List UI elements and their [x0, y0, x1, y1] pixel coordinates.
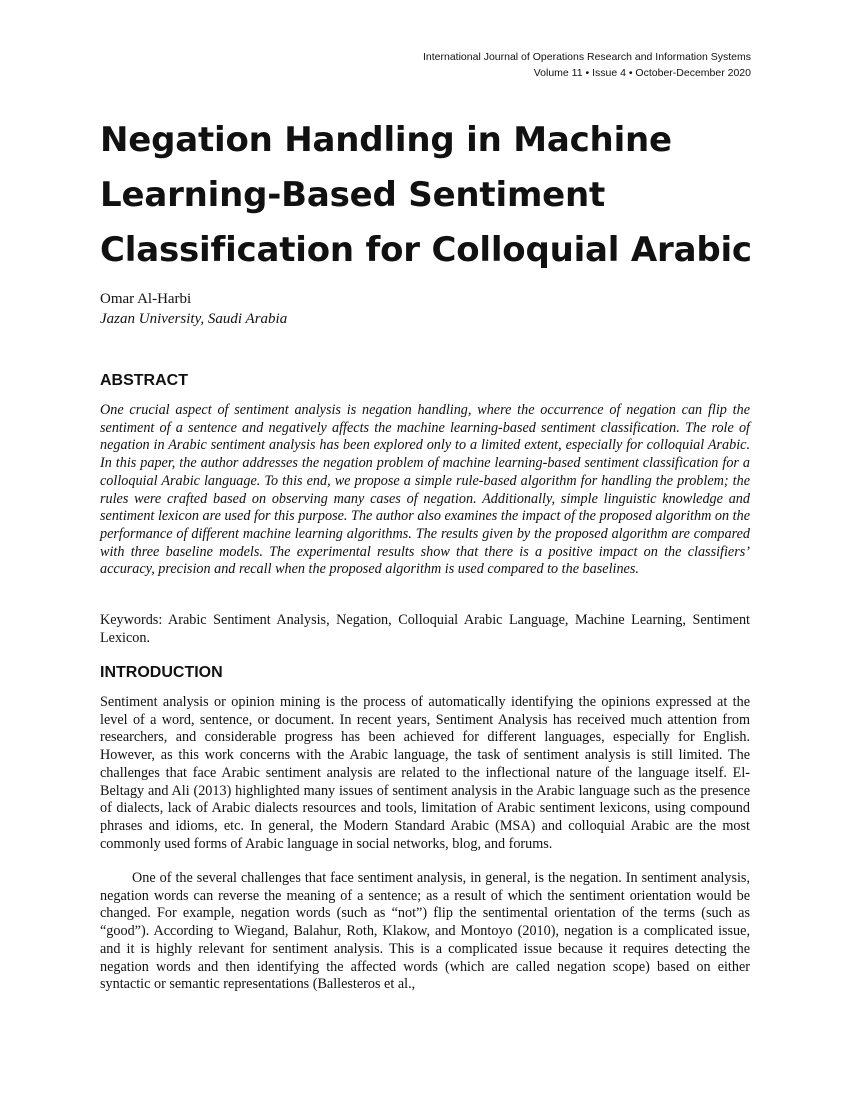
author-name: Omar Al-Harbi [100, 291, 192, 307]
author-block [100, 289, 287, 329]
journal-name: International Journal of Operations Research and Information Systems [422, 51, 751, 63]
keywords: Keywords: Arabic Sentiment Analysis, Negation, Colloquial Arabic Language, Machine Learning, Sentiment Lexicon. [100, 612, 750, 646]
introduction-heading: INTRODUCTION [100, 664, 223, 681]
author-affiliation: Jazan University, Saudi Arabia [100, 311, 288, 327]
abstract-text: One crucial aspect of sentiment analysis is negation handling, where the occurrence of negation can flip the sentiment of a sentence and negatively affects the machine learning-based sentiment classification. The role of negation in Arabic sentiment analysis has been explored only to a limited extent, especially for colloquial Arabic. In this paper, the author addresses the negation problem of machine learning-based sentiment classification for a colloquial Arabic language. To this end, we propose a simple rule-based algorithm for handling the problem; the rules were crafted based on observing many cases of negation. Additionally, simple linguistic knowledge and sentiment lexicon are used for this purpose. The author also examines the impact of the proposed algorithm on the performance of different machine learning algorithms. The results given by the proposed algorithm are compared with three baseline models. The experimental results show that there is a positive impact on the classifiers’ accuracy, precision and recall when the proposed algorithm is used compared to the baselines. [100, 402, 750, 578]
introduction-paragraph-1: Sentiment analysis or opinion mining is the process of automatically identifying the opinions expressed at the level of a word, sentence, or document. In recent years, Sentiment Analysis has received much attention from researchers, and considerable progress has been achieved for different languages, especially for English. However, as this work concerns with the Arabic language, the task of sentiment analysis is still limited. The challenges that face Arabic sentiment analysis are related to the inflectional nature of the language itself. El-Beltagy and Ali (2013) highlighted many issues of sentiment analysis in the Arabic language such as the presence of dialects, lack of Arabic dialects resources and tools, limitation of Arabic sentiment lexicons, using compound phrases and idioms, etc. In general, the Modern Standard Arabic (MSA) and colloquial Arabic are the most commonly used forms of Arabic language in social networks, blog, and forums. [100, 694, 750, 852]
journal-volume-issue: Volume 11 • Issue 4 • October-December 2020 [533, 67, 751, 79]
introduction-paragraph-2: One of the several challenges that face sentiment analysis, in general, is the negation. In sentiment analysis, negation words can reverse the meaning of a sentence; as a result of which the sentiment orientation would be changed. For example, negation words (such as “not”) flip the sentimental orientation of the terms (such as “good”). According to Wiegand, Balahur, Roth, Klakow, and Montoyo (2010), negation is a complicated issue, and it is highly relevant for sentiment analysis. This is a complicated issue because it requires detecting the negation words and then identifying the affected words (which are called negation scope) based on either syntactic or semantic representations (Ballesteros et al., [100, 870, 750, 993]
journal-header [423, 49, 751, 81]
paper-title: Negation Handling in Machine Learning-Based Sentiment Classification for Colloquial Arabic [100, 120, 752, 270]
abstract-heading: ABSTRACT [100, 372, 188, 389]
